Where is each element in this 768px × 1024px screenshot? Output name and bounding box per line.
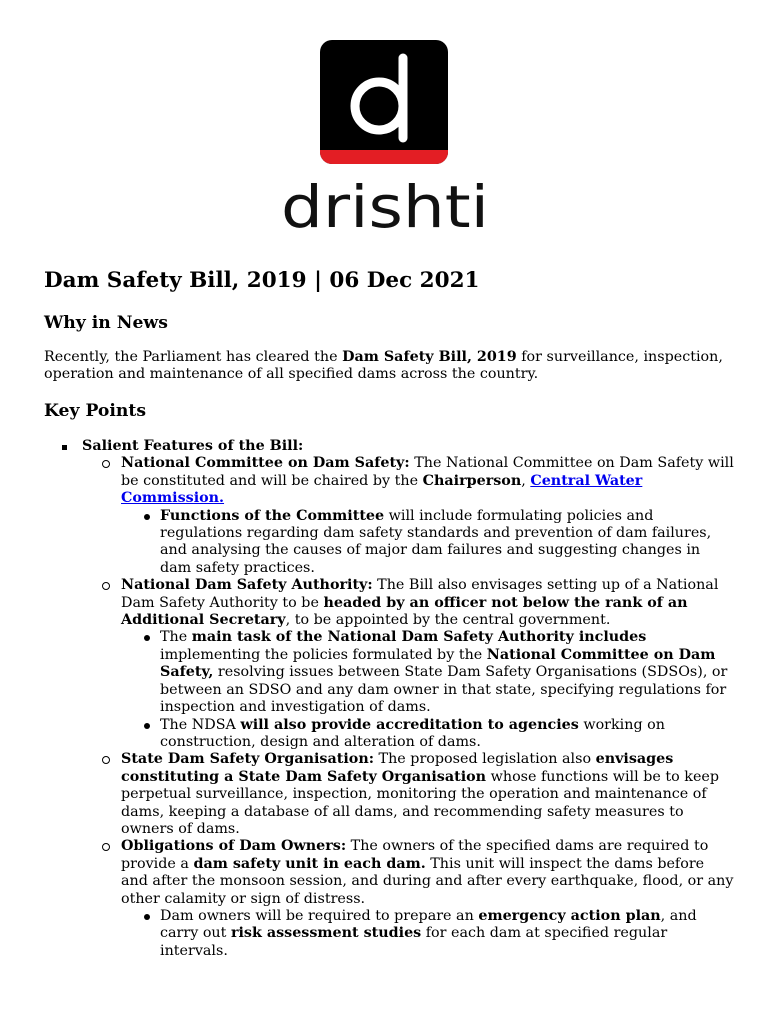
salient-features-label: Salient Features of the Bill: — [82, 438, 304, 454]
page-title: Dam Safety Bill, 2019 | 06 Dec 2021 — [44, 268, 480, 293]
logo-wordmark — [279, 180, 491, 236]
list-item: Dam owners will be required to prepare an emergency action plan, and carry out risk assessment studies for each dam at specified regular intervals. — [121, 908, 734, 960]
circle-bullet-icon — [102, 460, 110, 468]
list-item: The main task of the National Dam Safety Authority includes implementing the policies formulated by the National Committee on Dam Safety, resolving issues between State Dam Safety Organisations (SDSOs), or between an SDSO and any dam owner in that state, specifying regulations for inspection and investigation of dams. — [121, 629, 734, 716]
disc-bullet-icon — [144, 723, 150, 729]
disc-bullet-icon — [144, 514, 150, 520]
list-item: Functions of the Committee will include formulating policies and regulations regarding dam safety standards and prevention of dam failures, and analysing the causes of major dam failures and suggesting changes in dam safety practices. — [121, 508, 734, 578]
list-item — [44, 438, 734, 960]
drishti-logo — [279, 40, 491, 236]
circle-bullet-icon — [102, 756, 110, 764]
key-points-list — [44, 438, 734, 960]
central-water-commission-link[interactable]: Central Water Commission. — [121, 472, 643, 507]
key-points-heading: Key Points — [44, 401, 147, 421]
circle-bullet-icon — [102, 582, 110, 590]
disc-bullet-icon — [144, 914, 150, 920]
list-item-ncds: National Committee on Dam Safety: The National Committee on Dam Safety will be constituted and will be chaired by the Chairperson, Central Water Commission. Functions of the Committee will include formulating policies and regulations regarding dam safety standards and prevention of dam failures, and analysing the causes of major dam failures and suggesting changes in dam safety practices. — [82, 455, 734, 577]
square-bullet-icon — [62, 445, 67, 450]
logo-red-band — [320, 150, 448, 164]
logo-tile — [320, 40, 448, 164]
list-item-dam-owners: Obligations of Dam Owners: The owners of the specified dams are required to provide a dam safety unit in each dam. This unit will inspect the dams before and after the monsoon session, and during and after every earthquake, flood, or any other calamity or sign of distress. Dam owners will be required to prepare an emergency action plan, and carry out risk assessment studies for each dam at specified regular intervals. — [82, 838, 734, 960]
svg-text:drishti: drishti — [281, 180, 489, 236]
intro-paragraph: Recently, the Parliament has cleared the Dam Safety Bill, 2019 for surveillance, inspection, operation and maintenance of all specified dams across the country. — [44, 349, 723, 383]
list-item: The NDSA will also provide accreditation to agencies working on construction, design and alteration of dams. — [121, 717, 734, 752]
list-item-ndsa: National Dam Safety Authority: The Bill also envisages setting up of a National Dam Safety Authority to be headed by an officer not below the rank of an Additional Secretary, to be appointed by the central government. The main task of the National Dam Safety Authority includes implementing the policies formulated by the National Committee on Dam Safety, resolving issues between State Dam Safety Organisations (SDSOs), or between an SDSO and any dam owner in that state, specifying regulations for inspection and investigation of dams. The NDSA will also provide accreditation to agencies working on construction, design and alteration of dams. — [82, 577, 734, 751]
d-mark-icon — [320, 40, 448, 164]
why-in-news-heading: Why in News — [44, 313, 168, 333]
circle-bullet-icon — [102, 843, 110, 851]
disc-bullet-icon — [144, 635, 150, 641]
list-item-sdso: State Dam Safety Organisation: The proposed legislation also envisages constituting a State Dam Safety Organisation whose functions will be to keep perpetual surveillance, inspection, monitoring the operation and maintenance of dams, keeping a database of all dams, and recommending safety measures to owners of dams. — [82, 751, 734, 838]
